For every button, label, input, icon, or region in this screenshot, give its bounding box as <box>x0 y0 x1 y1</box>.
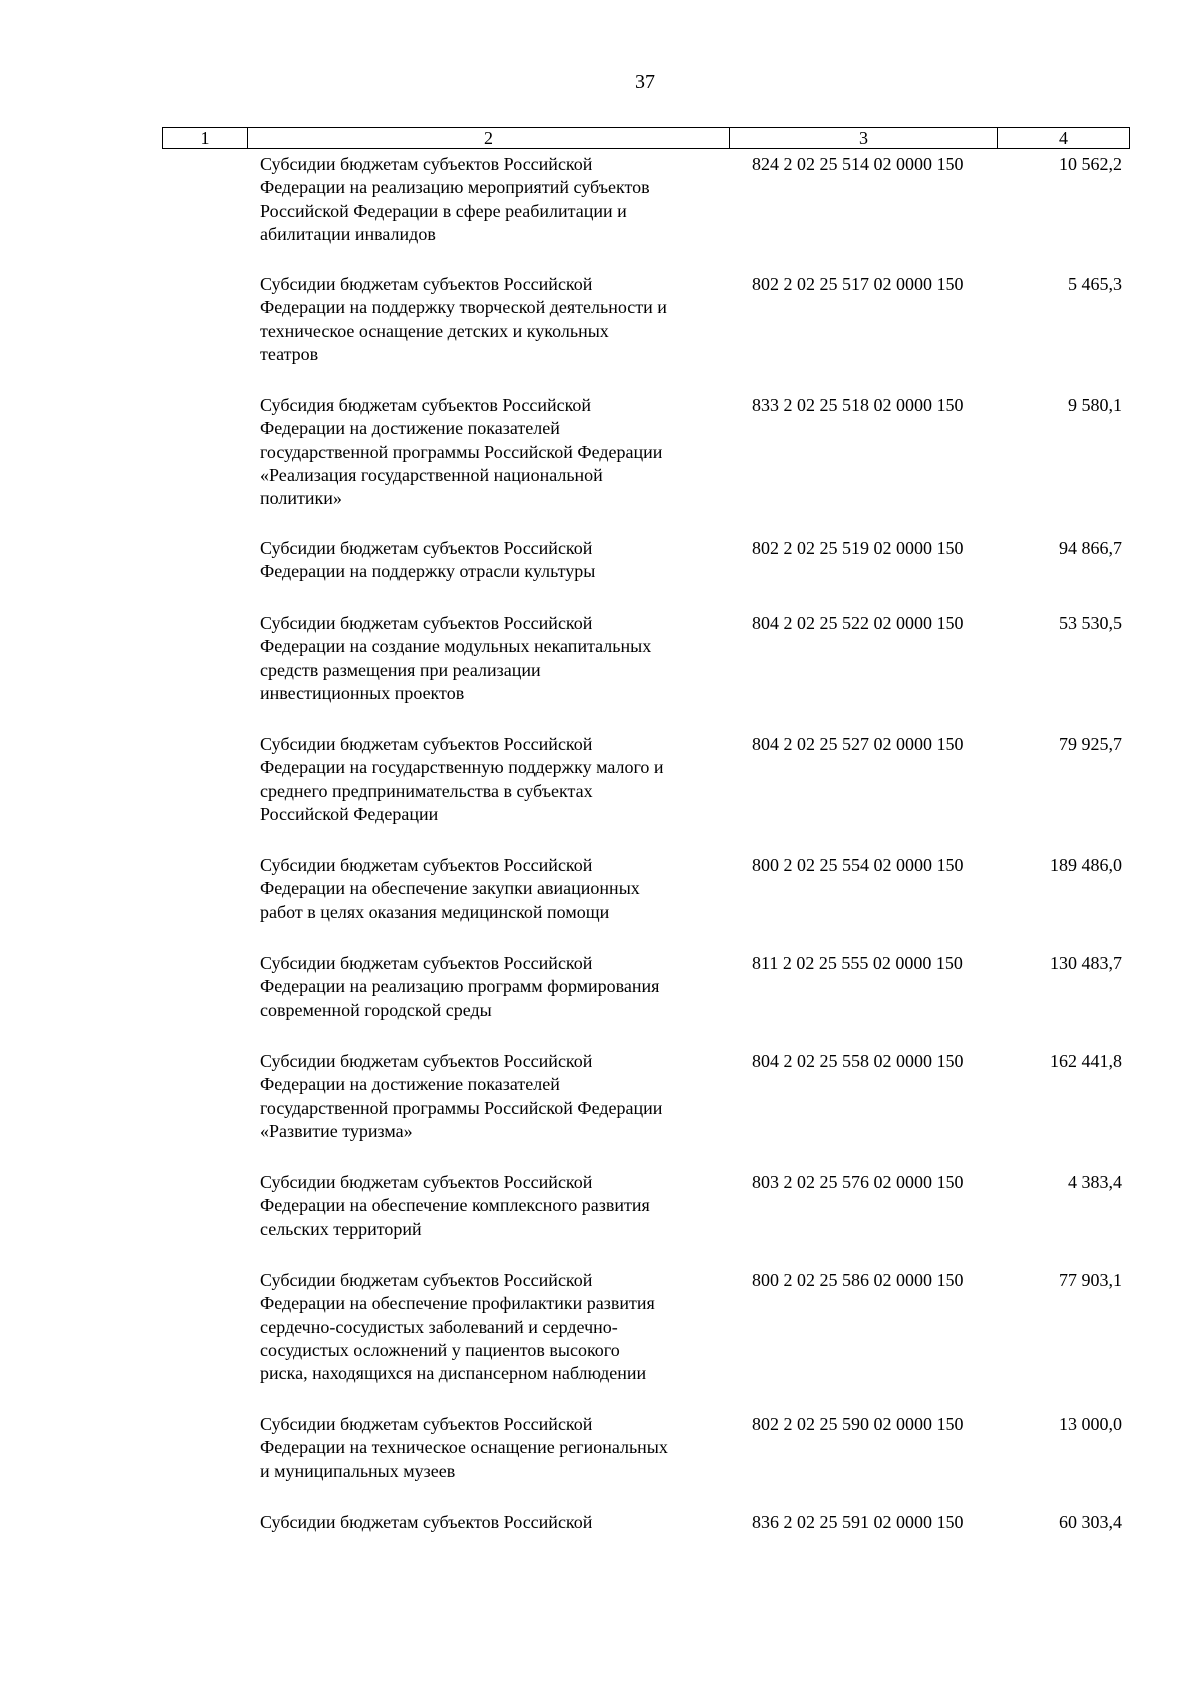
description-line: работ в целях оказания медицинской помощи <box>260 901 610 922</box>
row-amount: 77 903,1 <box>1059 1270 1122 1290</box>
description-line: риска, находящихся на диспансерном наблюдении <box>260 1363 647 1384</box>
description-line: Субсидии бюджетам субъектов Российской <box>260 1270 593 1290</box>
row-code: 804 2 02 25 527 02 0000 150 <box>752 734 964 754</box>
description-line: сердечно-сосудистых заболеваний и сердечно- <box>260 1316 618 1337</box>
description-line: Федерации на достижение показателей <box>260 1074 560 1095</box>
row-code: 800 2 02 25 586 02 0000 150 <box>752 1270 964 1290</box>
description-line: Российской Федерации в сфере реабилитации и <box>260 200 627 221</box>
row-code: 802 2 02 25 517 02 0000 150 <box>752 274 964 294</box>
row-description <box>260 394 730 510</box>
row-description <box>260 1171 730 1241</box>
row-description <box>260 153 730 246</box>
description-line: абилитации инвалидов <box>260 223 436 244</box>
row-amount: 94 866,7 <box>1059 538 1122 558</box>
description-line: политики» <box>260 488 342 509</box>
description-line: Федерации на реализацию программ формирования <box>260 976 660 997</box>
row-code: 804 2 02 25 558 02 0000 150 <box>752 1051 964 1071</box>
row-amount: 13 000,0 <box>1059 1414 1122 1434</box>
description-line: Федерации на обеспечение комплексного развития <box>260 1195 650 1216</box>
header-col-2: 2 <box>248 128 730 149</box>
description-line: театров <box>260 343 319 364</box>
description-line: «Развитие туризма» <box>260 1120 413 1141</box>
description-line: Субсидии бюджетам субъектов Российской <box>260 1172 593 1192</box>
description-line: Субсидии бюджетам субъектов Российской <box>260 154 593 174</box>
row-description <box>260 1269 730 1385</box>
row-description <box>260 1511 730 1534</box>
row-amount: 162 441,8 <box>1050 1051 1122 1071</box>
row-code: 833 2 02 25 518 02 0000 150 <box>752 395 964 415</box>
row-description <box>260 952 730 1022</box>
row-amount: 189 486,0 <box>1050 855 1122 875</box>
row-amount: 4 383,4 <box>1068 1172 1122 1192</box>
description-line: Субсидии бюджетам субъектов Российской <box>260 1512 593 1532</box>
description-line: Субсидии бюджетам субъектов Российской <box>260 855 593 875</box>
row-amount: 79 925,7 <box>1059 734 1122 754</box>
row-description <box>260 273 730 366</box>
description-line: среднего предпринимательства в субъектах <box>260 780 593 801</box>
row-code: 811 2 02 25 555 02 0000 150 <box>752 953 963 973</box>
description-line: государственной программы Российской Федерации <box>260 441 663 462</box>
description-line: Федерации на государственную поддержку малого и <box>260 757 664 778</box>
row-amount: 53 530,5 <box>1059 613 1122 633</box>
row-description <box>260 854 730 924</box>
row-description <box>260 1050 730 1143</box>
row-description <box>260 1413 730 1483</box>
description-line: Субсидии бюджетам субъектов Российской <box>260 1051 593 1071</box>
description-line: государственной программы Российской Федерации <box>260 1097 663 1118</box>
description-line: сосудистых осложнений у пациентов высокого <box>260 1339 620 1360</box>
row-code: 836 2 02 25 591 02 0000 150 <box>752 1512 964 1532</box>
row-description <box>260 612 730 705</box>
header-col-4: 4 <box>998 128 1130 149</box>
row-description <box>260 733 730 826</box>
description-line: Субсидии бюджетам субъектов Российской <box>260 1414 593 1434</box>
row-description <box>260 537 730 584</box>
row-code: 803 2 02 25 576 02 0000 150 <box>752 1172 964 1192</box>
row-amount: 10 562,2 <box>1059 154 1122 174</box>
description-line: Субсидии бюджетам субъектов Российской <box>260 613 593 633</box>
description-line: Федерации на достижение показателей <box>260 418 560 439</box>
description-line: Федерации на техническое оснащение региональных <box>260 1437 668 1458</box>
description-line: техническое оснащение детских и кукольных <box>260 320 609 341</box>
description-line: Российской Федерации <box>260 803 439 824</box>
row-amount: 9 580,1 <box>1068 395 1122 415</box>
row-code: 804 2 02 25 522 02 0000 150 <box>752 613 964 633</box>
description-line: Федерации на поддержку отрасли культуры <box>260 561 596 582</box>
row-code: 824 2 02 25 514 02 0000 150 <box>752 154 964 174</box>
description-line: Субсидия бюджетам субъектов Российской <box>260 395 592 415</box>
description-line: средств размещения при реализации <box>260 659 541 680</box>
header-col-1: 1 <box>163 128 248 149</box>
header-col-3: 3 <box>730 128 998 149</box>
description-line: сельских территорий <box>260 1218 422 1239</box>
row-amount: 130 483,7 <box>1050 953 1122 973</box>
description-line: Субсидии бюджетам субъектов Российской <box>260 274 593 294</box>
row-code: 800 2 02 25 554 02 0000 150 <box>752 855 964 875</box>
row-code: 802 2 02 25 590 02 0000 150 <box>752 1414 964 1434</box>
page-number: 37 <box>635 71 655 93</box>
row-amount: 5 465,3 <box>1068 274 1122 294</box>
description-line: Федерации на создание модульных некапитальных <box>260 636 652 657</box>
description-line: Субсидии бюджетам субъектов Российской <box>260 538 593 558</box>
description-line: современной городской среды <box>260 999 492 1020</box>
description-line: Субсидии бюджетам субъектов Российской <box>260 734 593 754</box>
description-line: Федерации на поддержку творческой деятельности и <box>260 297 667 318</box>
row-amount: 60 303,4 <box>1059 1512 1122 1532</box>
description-line: инвестиционных проектов <box>260 682 465 703</box>
description-line: Федерации на обеспечение закупки авиационных <box>260 878 640 899</box>
description-line: Федерации на реализацию мероприятий субъектов <box>260 177 650 198</box>
description-line: Федерации на обеспечение профилактики развития <box>260 1293 655 1314</box>
description-line: Субсидии бюджетам субъектов Российской <box>260 953 593 973</box>
description-line: и муниципальных музеев <box>260 1460 456 1481</box>
row-code: 802 2 02 25 519 02 0000 150 <box>752 538 964 558</box>
description-line: «Реализация государственной национальной <box>260 464 603 485</box>
